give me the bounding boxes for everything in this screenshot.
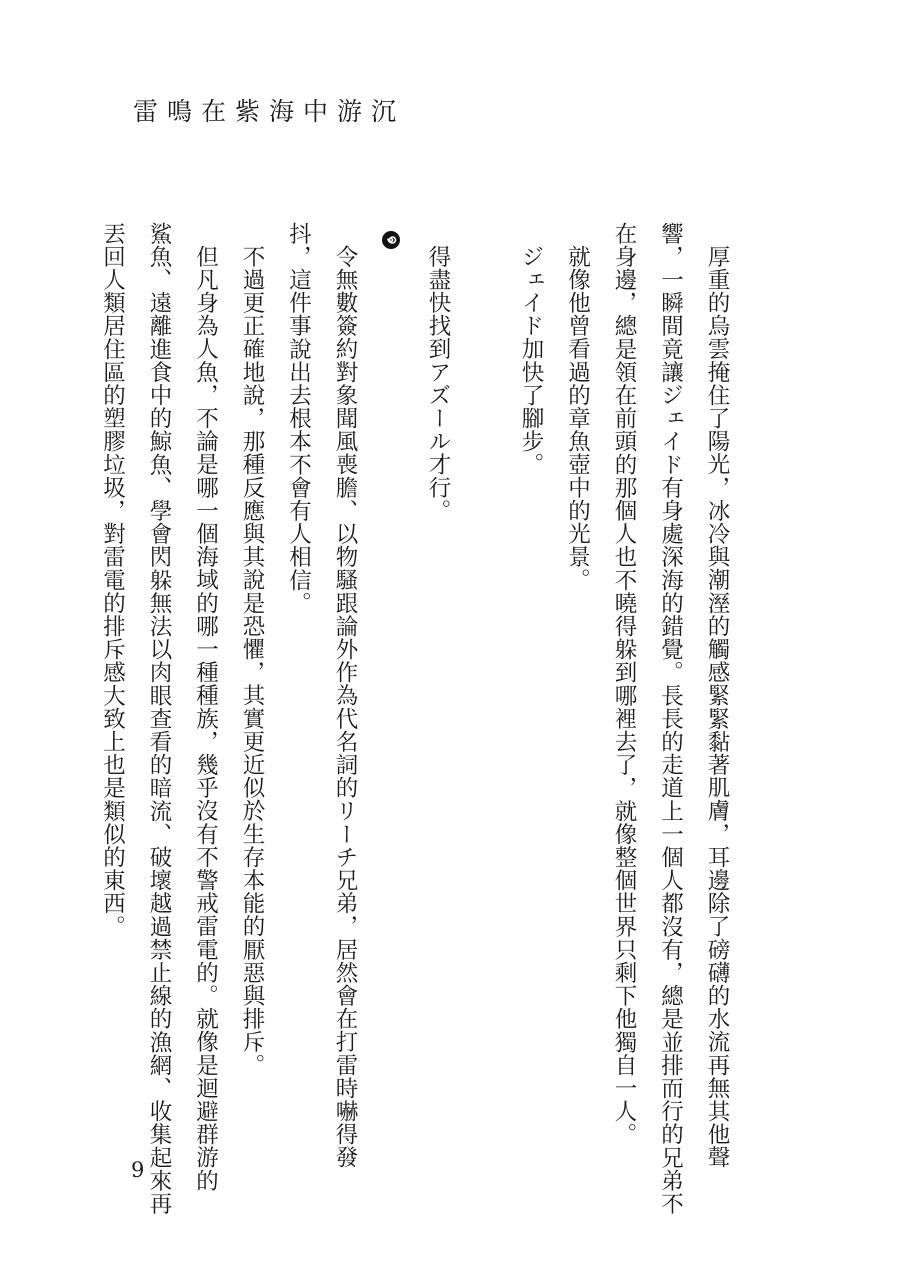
paragraph-line: 響，一瞬間竟讓ジェイド有身處深海的錯覺。長長的走道上一個人都沒有，總是並排而行的兄弟不 <box>657 222 684 1216</box>
paragraph-line: 厚重的烏雲掩住了陽光，冰冷與潮溼的觸感緊緊黏著肌膚，耳邊除了磅礴的水流再無其他聲 <box>704 244 730 1169</box>
running-title: 雷鳴在紫海中游沉 <box>133 97 406 126</box>
spiral-ornament-icon <box>381 230 401 250</box>
paragraph-line: 鯊魚、遠離進食中的鯨魚、學會閃躲無法以肉眼查看的暗流、破壞越過禁止線的漁網、收集起來再 <box>146 222 172 1216</box>
paragraph-line: 抖，這件事說出去根本不會有人相信。 <box>285 222 312 615</box>
paragraph-line: 但凡身為人魚，不論是哪一個海域的哪一種種族，幾乎沒有不警戒雷電的。就像是迴避群游的 <box>192 244 219 1192</box>
page-number: 9 <box>131 1158 145 1182</box>
paragraph-line: ジェイド加快了腳步。 <box>518 244 544 476</box>
paragraph-line: 丟回人類居住區的塑膠垃圾，對雷電的排斥感大致上也是類似的東西。 <box>99 222 126 939</box>
blank-line <box>461 222 508 1122</box>
paragraph-line: 在身邊，總是領在前頭的那個人也不曉得躲到哪裡去了，就像整個世界只剩下他獨自一人。 <box>611 222 637 1146</box>
paragraph-line: 就像他曾看過的章魚壺中的光景。 <box>564 244 591 591</box>
section-break <box>368 222 415 252</box>
body-text <box>89 222 740 1216</box>
paragraph-line: 得盡快找到アズール才行。 <box>425 244 451 522</box>
paragraph-line: 令無數簽約對象聞風喪膽、以物騷跟論外作為代名詞的リーチ兄弟，居然會在打雷時嚇得發 <box>332 244 358 1169</box>
paragraph-line: 不過更正確地說，那種反應與其說是恐懼，其實更近似於生存本能的厭惡與排斥。 <box>239 244 265 1077</box>
